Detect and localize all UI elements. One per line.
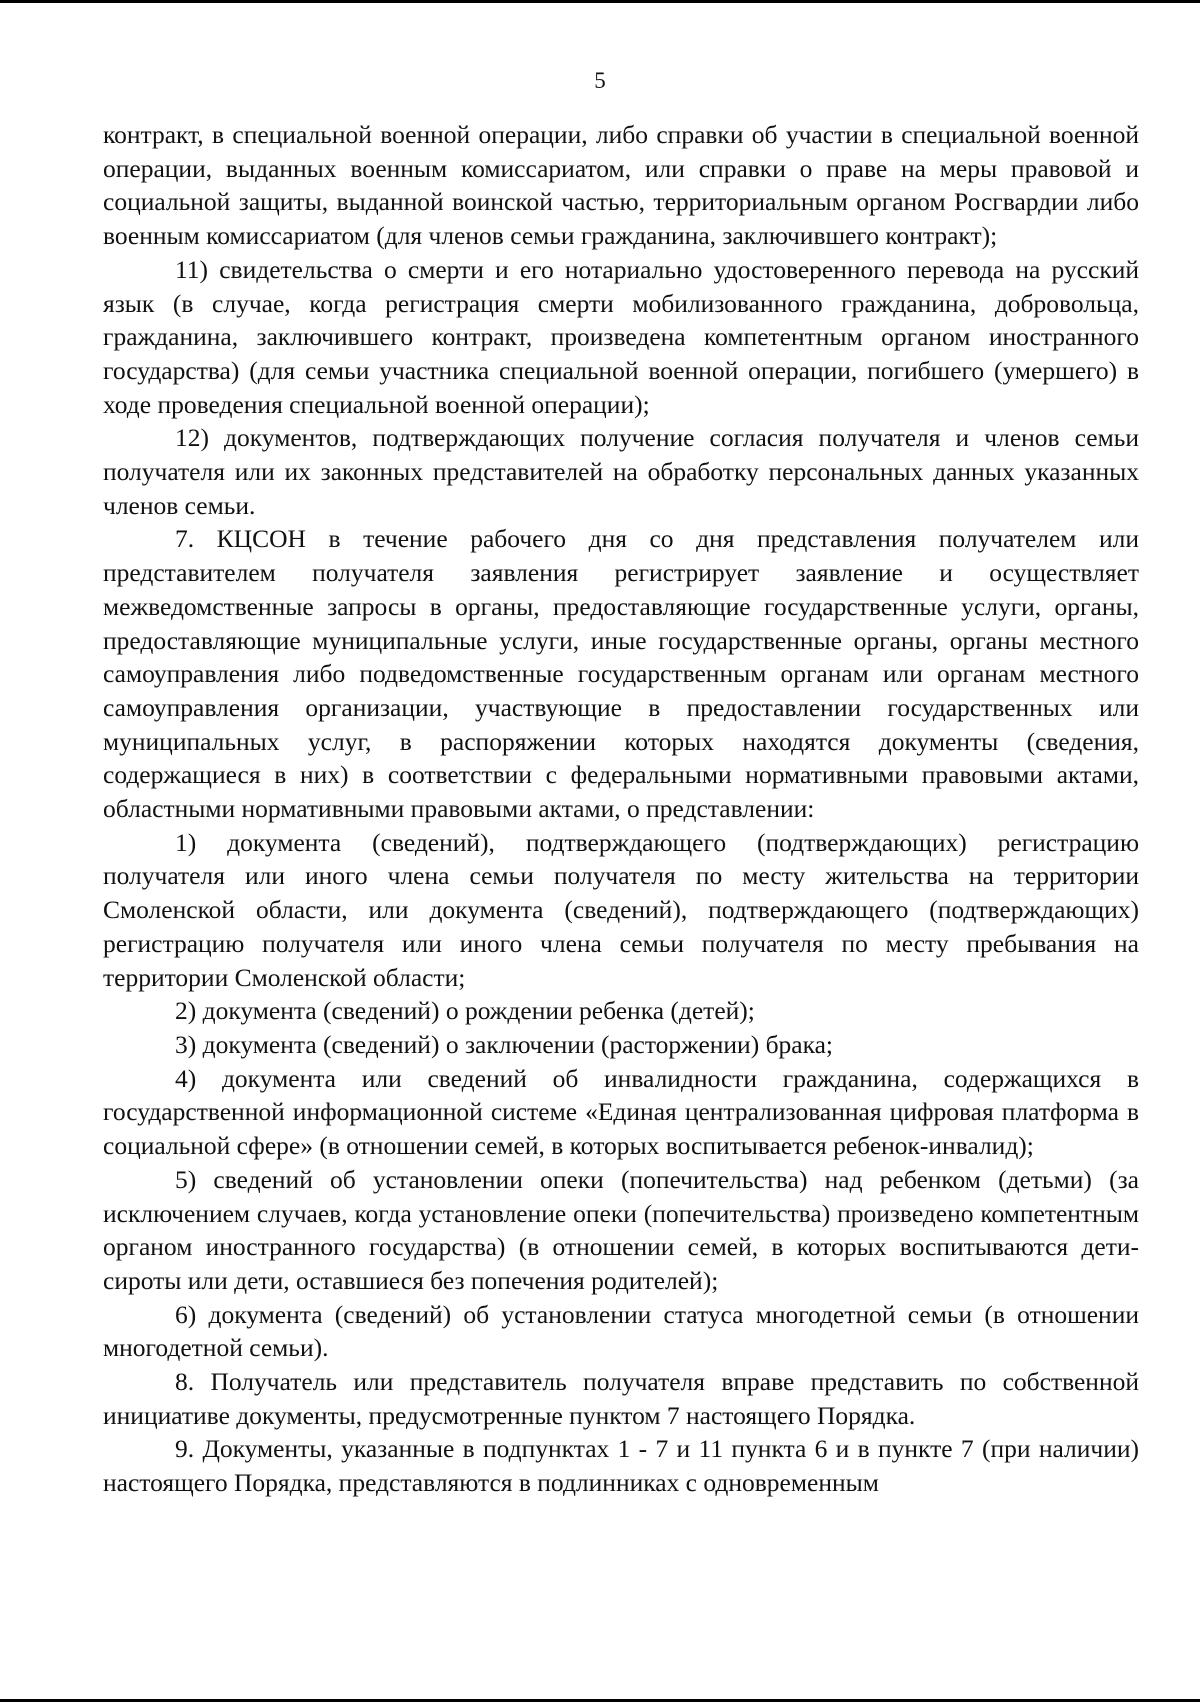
paragraph-item-9: 9. Документы, указанные в подпунктах 1 - 7 и 11 пункта 6 и в пункте 7 (при наличии) настоящего Порядка, представляются в подлинниках с одновременным [103,1434,1139,1498]
paragraph-subitem-12: 12) документов, подтверждающих получение согласия получателя и членов семьи получателя или их законных представителей на обработку персональных данных указанных членов семьи. [103,423,1139,520]
paragraph-item-7: 7. КЦСОН в течение рабочего дня со дня представления получателем или представителем получателя заявления регистрирует заявление и осуществляет межведомственные запросы в органы, предоставляющие государственные услуги, органы, предоставляющие муниципальные услуги, иные государственные органы, органы местного самоуправления либо подведомственные государственным органам или органам местного самоуправления организации, участвующие в предоставлении государственных или муниципальных услуг, в распоряжении которых находятся документы (сведения, содержащиеся в них) в соответствии с федеральными нормативными правовыми актами, областными нормативными правовыми актами, о представлении: [103,524,1139,824]
document-body [103,118,1139,1500]
paragraph-subitem-2: 2) документа (сведений) о рождении ребенка (детей); [175,996,755,1026]
paragraph-subitem-6: 6) документа (сведений) об установлении статуса многодетной семьи (в отношении многодетной семьи). [103,1299,1139,1363]
scan-bottom-border [0,1699,1200,1702]
paragraph-subitem-3: 3) документа (сведений) о заключении (расторжении) брака; [175,1029,834,1059]
page-number: 5 [594,68,606,93]
paragraph-continuation: контракт, в специальной военной операции, либо справки об участии в специальной военной операции, выданных военным комиссариатом, или справки о праве на меры правовой и социальной защиты, выданной воинской частью, территориальным органом Росгвардии либо военным комиссариатом (для членов семьи гражданина, заключившего контракт); [103,120,1139,251]
paragraph-subitem-11: 11) свидетельства о смерти и его нотариально удостоверенного перевода на русский язык (в случае, когда регистрация смерти мобилизованного гражданина, добровольца, гражданина, заключившего контракт, произведена компетентным органом иностранного государства) (для семьи участника специальной военной операции, погибшего (умершего) в ходе проведения специальной военной операции); [103,254,1139,419]
paragraph-subitem-1: 1) документа (сведений), подтверждающего (подтверждающих) регистрацию получателя или иного члена семьи получателя по месту жительства на территории Смоленской области, или документа (сведений), подтверждающего (подтверждающих) регистрацию получателя или иного члена семьи получателя по месту пребывания на территории Смоленской области; [103,827,1139,992]
paragraph-item-8: 8. Получатель или представитель получателя вправе представить по собственной инициативе документы, предусмотренные пунктом 7 настоящего Порядка. [103,1367,1139,1430]
scan-top-border [0,0,1200,3]
paragraph-subitem-5: 5) сведений об установлении опеки (попечительства) над ребенком (детьми) (за исключением случаев, когда установление опеки (попечительства) произведено компетентным органом иностранного государства) (в отношении семей, в которых воспитываются дети-сироты или дети, оставшиеся без попечения родителей); [103,1164,1139,1295]
paragraph-subitem-4: 4) документа или сведений об инвалидности гражданина, содержащихся в государственной информационной системе «Единая централизованная цифровая платформа в социальной сфере» (в отношении семей, в которых воспитывается ребенок-инвалид); [103,1063,1139,1161]
